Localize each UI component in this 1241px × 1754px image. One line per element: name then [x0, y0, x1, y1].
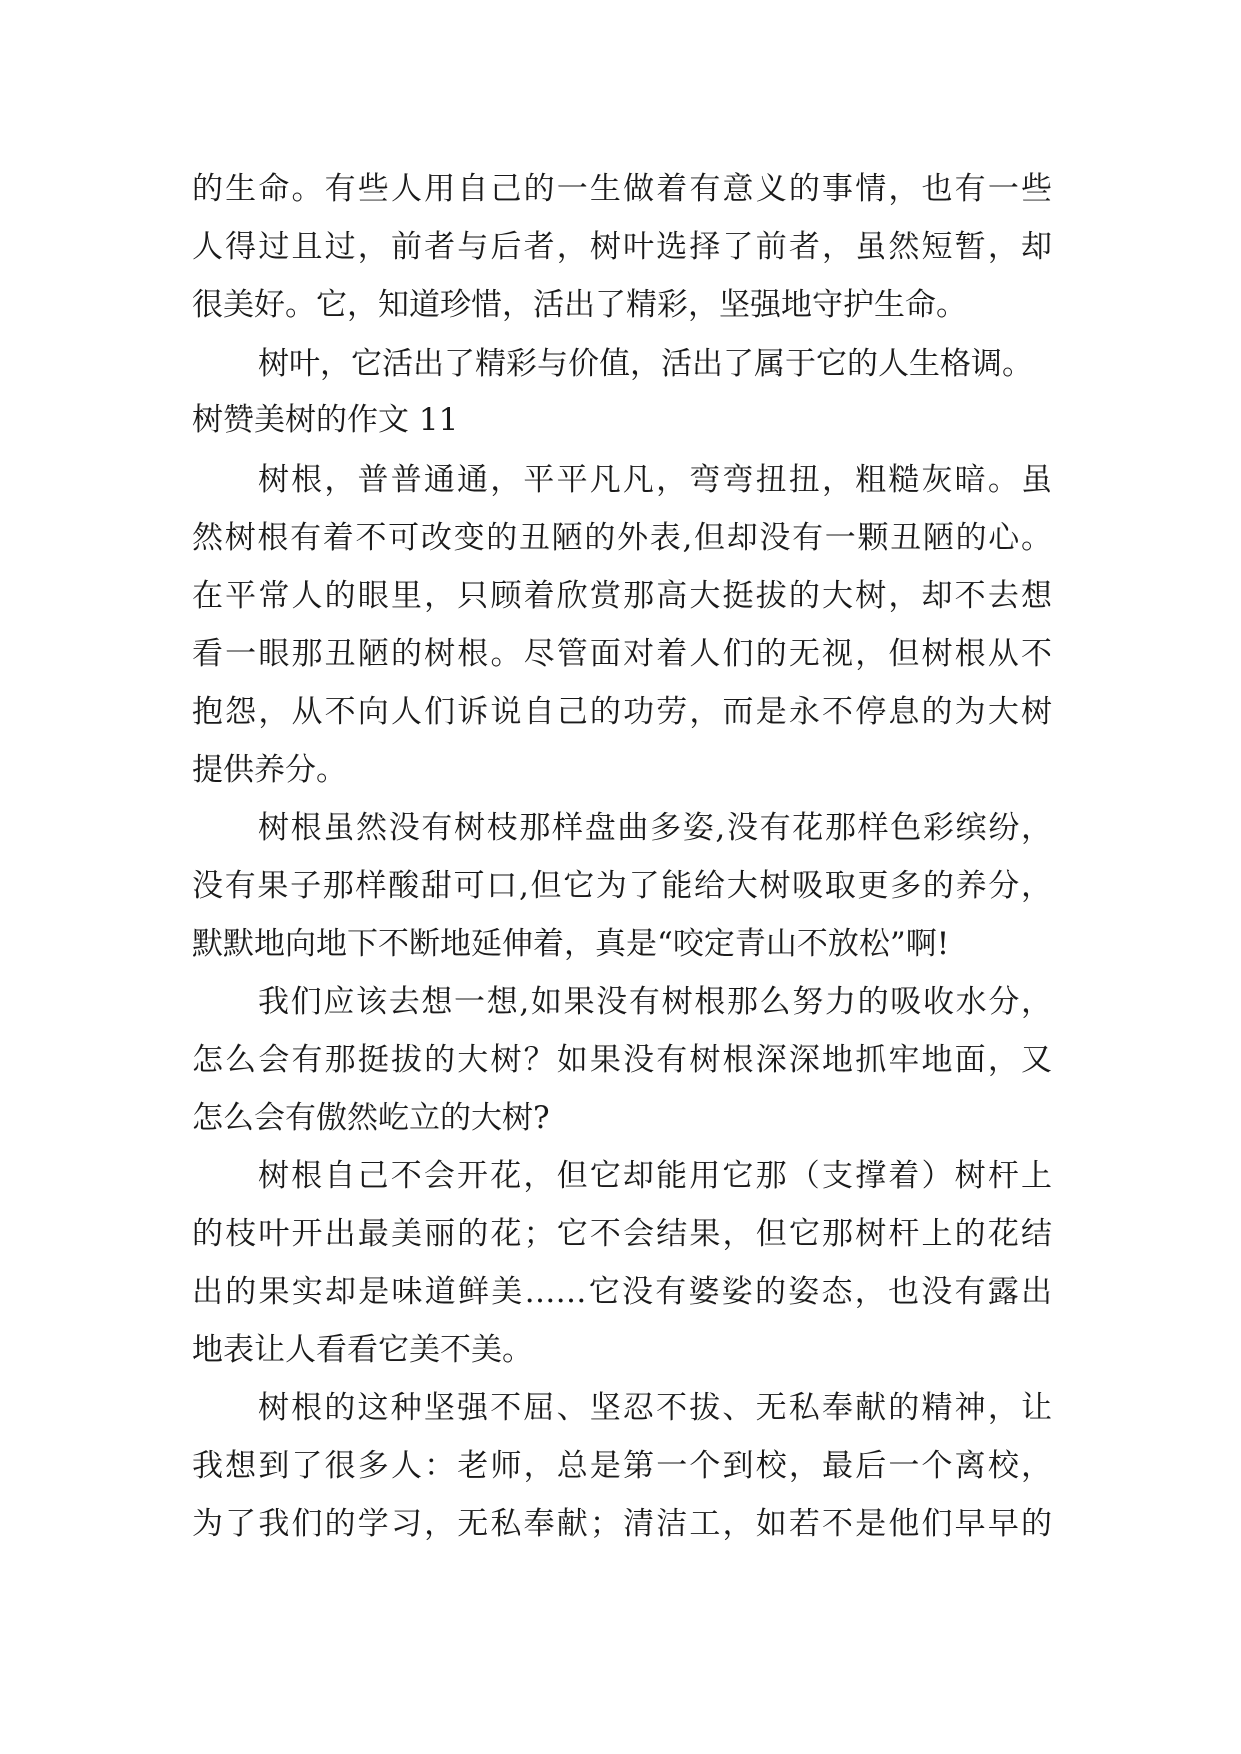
text-line: 我想到了很多人：老师，总是第一个到校，最后一个离校，	[192, 1448, 1052, 1484]
text-line: 出的果实却是味道鲜美……它没有婆娑的姿态，也没有露出	[192, 1274, 1052, 1310]
text-line: 树根虽然没有树枝那样盘曲多姿,没有花那样色彩缤纷，	[258, 810, 1052, 846]
text-line: 怎么会有那挺拔的大树？如果没有树根深深地抓牢地面，又	[192, 1042, 1052, 1078]
text-line: 树根自己不会开花，但它却能用它那（支撑着）树杆上	[258, 1158, 1052, 1194]
text-line: 的枝叶开出最美丽的花；它不会结果，但它那树杆上的花结	[192, 1216, 1052, 1252]
text-line: 看一眼那丑陋的树根。尽管面对着人们的无视，但树根从不	[192, 636, 1052, 672]
section-heading: 树赞美树的作文 11	[192, 402, 459, 438]
text-line: 我们应该去想一想,如果没有树根那么努力的吸收水分，	[258, 984, 1052, 1020]
text-line: 树根的这种坚强不屈、坚忍不拔、无私奉献的精神，让	[258, 1390, 1052, 1426]
text-line: 的生命。有些人用自己的一生做着有意义的事情，也有一些	[192, 171, 1052, 207]
text-line: 怎么会有傲然屹立的大树?	[192, 1100, 550, 1136]
text-line: 在平常人的眼里，只顾着欣赏那高大挺拔的大树，却不去想	[192, 578, 1052, 614]
text-line: 提供养分。	[192, 752, 347, 788]
text-line: 然树根有着不可改变的丑陋的外表,但却没有一颗丑陋的心。	[192, 520, 1052, 556]
text-line: 默默地向地下不断地延伸着，真是“咬定青山不放松”啊!	[192, 926, 950, 962]
text-line: 树根，普普通通，平平凡凡，弯弯扭扭，粗糙灰暗。虽	[258, 462, 1052, 498]
text-line: 人得过且过，前者与后者，树叶选择了前者，虽然短暂，却	[192, 229, 1052, 265]
text-line: 没有果子那样酸甜可口,但它为了能给大树吸取更多的养分，	[192, 868, 1052, 904]
text-line: 为了我们的学习，无私奉献；清洁工，如若不是他们早早的	[192, 1506, 1052, 1542]
text-line: 地表让人看看它美不美。	[192, 1332, 533, 1368]
text-line: 抱怨，从不向人们诉说自己的功劳，而是永不停息的为大树	[192, 694, 1052, 730]
text-line: 很美好。它，知道珍惜，活出了精彩，坚强地守护生命。	[192, 287, 967, 323]
text-line: 树叶，它活出了精彩与价值，活出了属于它的人生格调。	[258, 346, 1033, 382]
